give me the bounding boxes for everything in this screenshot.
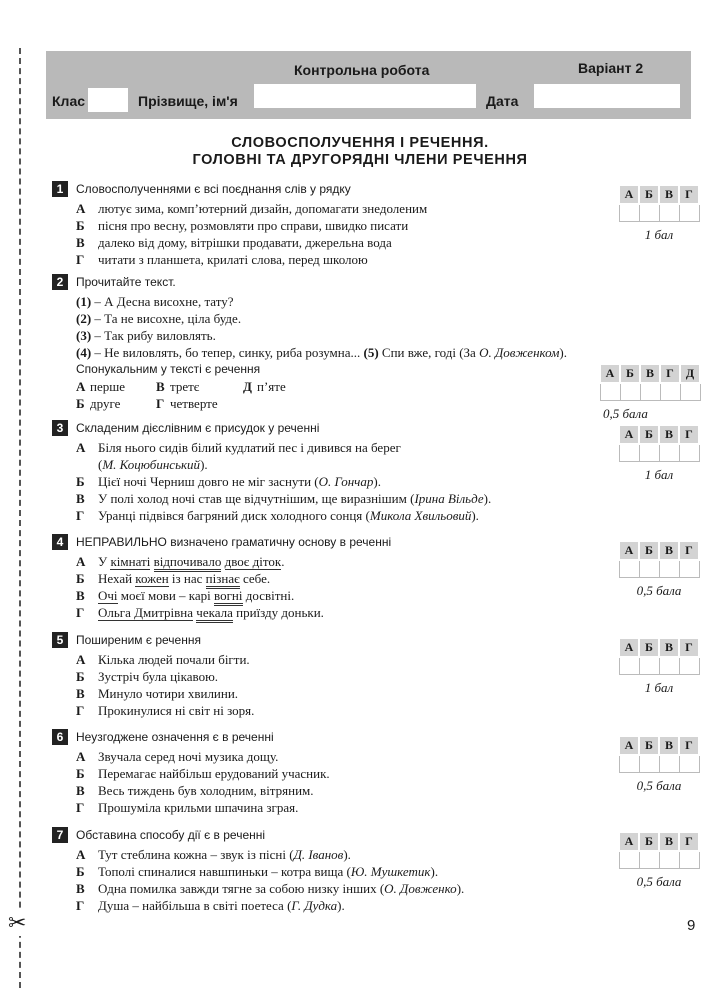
question-7 xyxy=(52,827,612,914)
answer-cell[interactable] xyxy=(639,204,659,222)
points-label: 1 бал xyxy=(644,680,674,695)
option-b: Б Зустріч була цікавою. xyxy=(76,669,219,684)
points-label: 0,5 бала xyxy=(636,874,682,889)
question-4 xyxy=(52,534,612,621)
option-d: Г Прошуміла крильми шпачина зграя. xyxy=(76,800,299,815)
option-a: А Звучала серед ночі музика дощу. xyxy=(76,749,279,764)
question-number: 6 xyxy=(52,729,68,745)
option-a: А Тут стеблина кожна – звук із пісні (Д. Іванов). xyxy=(76,847,351,862)
option-c: В Весь тиждень був холодним, вітряним. xyxy=(76,783,314,798)
option-a: А Кілька людей почали бігти. xyxy=(76,652,250,667)
option-b: Б Перемагає найбільш ерудований учасник. xyxy=(76,766,330,781)
question-1 xyxy=(52,181,612,268)
variant-label: Варіант 2 xyxy=(578,60,644,76)
option-b: Б пісня про весну, розмовляти про справи, швидко писати xyxy=(76,218,409,233)
question-prompt: Спонукальним у тексті є речення xyxy=(76,362,261,376)
answer-grid-6: А Б В Г 0,5 бала xyxy=(618,735,700,794)
option-a-cont: (М. Коцюбинський). xyxy=(98,457,208,472)
answer-cell[interactable] xyxy=(620,383,640,401)
answer-cell[interactable] xyxy=(679,444,699,462)
answer-cell[interactable] xyxy=(659,444,679,462)
answer-cell[interactable] xyxy=(679,851,699,869)
question-6 xyxy=(52,729,612,816)
answer-cell[interactable] xyxy=(639,755,659,773)
question-number: 4 xyxy=(52,534,68,550)
section-title-line2: ГОЛОВНІ ТА ДРУГОРЯДНІ ЧЛЕНИ РЕЧЕННЯ xyxy=(192,152,528,168)
test-header xyxy=(46,51,691,119)
class-label: Клас xyxy=(52,93,86,109)
surname-field[interactable] xyxy=(254,84,476,108)
question-text: Словосполученнями є всі поєднання слів у рядку xyxy=(76,182,351,196)
option-c: В Очі моєї мови – карі вогні досвітні. xyxy=(76,587,612,604)
option-a: А У кімнаті відпочивало двоє діток. xyxy=(76,553,612,570)
points-label: 0,5 бала xyxy=(636,778,682,793)
section-title-line1: СЛОВОСПОЛУЧЕННЯ І РЕЧЕННЯ. xyxy=(231,135,489,151)
question-2 xyxy=(52,274,692,412)
answer-grid-3: А Б В Г 1 бал xyxy=(618,424,700,483)
option-c: В Минуло чотири хвилини. xyxy=(76,686,239,701)
answer-cell[interactable] xyxy=(640,383,660,401)
text-line-2: (2) – Та не висохне, ціла буде. xyxy=(76,311,242,326)
points-label: 0,5 бала xyxy=(603,406,648,421)
answer-cell[interactable] xyxy=(619,444,639,462)
option-d: Г Уранці підвівся багряний диск холодного сонця (Микола Хвильовий). xyxy=(76,508,479,523)
answer-cell[interactable] xyxy=(619,851,639,869)
text-line-3: (3) – Так рибу виловлять. xyxy=(76,328,216,343)
question-5 xyxy=(52,632,612,719)
option-c: В Одна помилка завжди тягне за собою низку інших (О. Довженко). xyxy=(76,881,465,896)
question-number: 5 xyxy=(52,632,68,648)
date-field[interactable] xyxy=(534,84,680,108)
surname-label: Прізвище, ім'я xyxy=(138,93,238,109)
answer-cell[interactable] xyxy=(659,657,679,675)
answer-cell[interactable] xyxy=(619,755,639,773)
answer-cell[interactable] xyxy=(619,204,639,222)
page-number: 9 xyxy=(687,917,696,934)
question-3 xyxy=(52,420,612,524)
answer-cell[interactable] xyxy=(680,383,700,401)
answer-cell[interactable] xyxy=(659,204,679,222)
answer-cell[interactable] xyxy=(639,657,659,675)
answer-grid-2: А Б В Г Д 0,5 бала xyxy=(599,363,701,422)
answer-cell[interactable] xyxy=(679,755,699,773)
answer-cell[interactable] xyxy=(600,383,620,401)
answer-cell[interactable] xyxy=(619,657,639,675)
question-text: Обставина способу дії є в реченні xyxy=(76,828,266,842)
question-text: Складеним дієслівним є присудок у реченні xyxy=(76,421,320,435)
answer-cell[interactable] xyxy=(619,560,639,578)
answer-cell[interactable] xyxy=(679,657,699,675)
date-label: Дата xyxy=(486,93,519,109)
question-number: 2 xyxy=(52,274,68,290)
cut-line xyxy=(19,48,21,988)
options-row-1: А перше В третє Д п’яте xyxy=(76,379,286,394)
scissors-icon: ✂ xyxy=(8,910,27,935)
option-a: А лютує зима, комп’ютерний дизайн, допомагати знедоленим xyxy=(76,201,428,216)
answer-cell[interactable] xyxy=(659,560,679,578)
answer-cell[interactable] xyxy=(679,560,699,578)
question-number: 7 xyxy=(52,827,68,843)
question-text: Прочитайте текст. xyxy=(76,275,176,289)
test-title: Контрольна робота xyxy=(294,62,430,78)
question-number: 1 xyxy=(52,181,68,197)
answer-cell[interactable] xyxy=(659,755,679,773)
option-a: А Біля нього сидів білий кудлатий пес і дивився на берег xyxy=(76,440,401,455)
answer-cell[interactable] xyxy=(660,383,680,401)
answer-cell[interactable] xyxy=(639,444,659,462)
answer-grid-5: А Б В Г 1 бал xyxy=(618,637,700,696)
text-line-1: (1) – А Десна висохне, тату? xyxy=(76,294,234,309)
question-text: НЕПРАВИЛЬНО визначено граматичну основу в реченні xyxy=(76,535,392,549)
option-c: В далеко від дому, вітрішки продавати, джерельна вода xyxy=(76,235,392,250)
option-d: Г Ольга Дмитрівна чекала приїзду доньки. xyxy=(76,604,612,621)
points-label: 1 бал xyxy=(644,467,674,482)
option-d: Г Прокинулися ні світ ні зоря. xyxy=(76,703,255,718)
question-number: 3 xyxy=(52,420,68,436)
option-b: Б Цієї ночі Черниш довго не міг заснути (О. Гончар). xyxy=(76,474,381,489)
class-field[interactable] xyxy=(88,88,128,112)
option-b: Б Тополі спиналися навшпиньки – котра вища (Ю. Мушкетик). xyxy=(76,864,439,879)
points-label: 0,5 бала xyxy=(636,583,682,598)
answer-cell[interactable] xyxy=(639,560,659,578)
text-line-4: (4) – Не виловлять, бо тепер, синку, риба розумна... (5) Спи вже, годі (За О. Довженком). xyxy=(76,345,568,360)
question-text: Неузгоджене означення є в реченні xyxy=(76,730,274,744)
option-d: Г читати з планшета, крилаті слова, перед школою xyxy=(76,252,368,267)
question-text: Поширеним є речення xyxy=(76,633,201,647)
answer-cell[interactable] xyxy=(679,204,699,222)
answer-cell[interactable] xyxy=(659,851,679,869)
option-c: В У полі холод ночі став ще відчутнішим, ще виразнішим (Ірина Вільде). xyxy=(76,491,492,506)
option-b: Б Нехай кожен із нас пізнає себе. xyxy=(76,570,612,587)
points-label: 1 бал xyxy=(644,227,674,242)
options-row-2: Б друге Г четверте xyxy=(76,396,218,411)
answer-grid-4: А Б В Г 0,5 бала xyxy=(618,540,700,599)
answer-grid-1: А Б В Г 1 бал xyxy=(618,184,700,243)
answer-cell[interactable] xyxy=(639,851,659,869)
answer-grid-7: А Б В Г 0,5 бала xyxy=(618,831,700,890)
option-d: Г Душа – найбільша в світі поетеса (Г. Дудка). xyxy=(76,898,345,913)
